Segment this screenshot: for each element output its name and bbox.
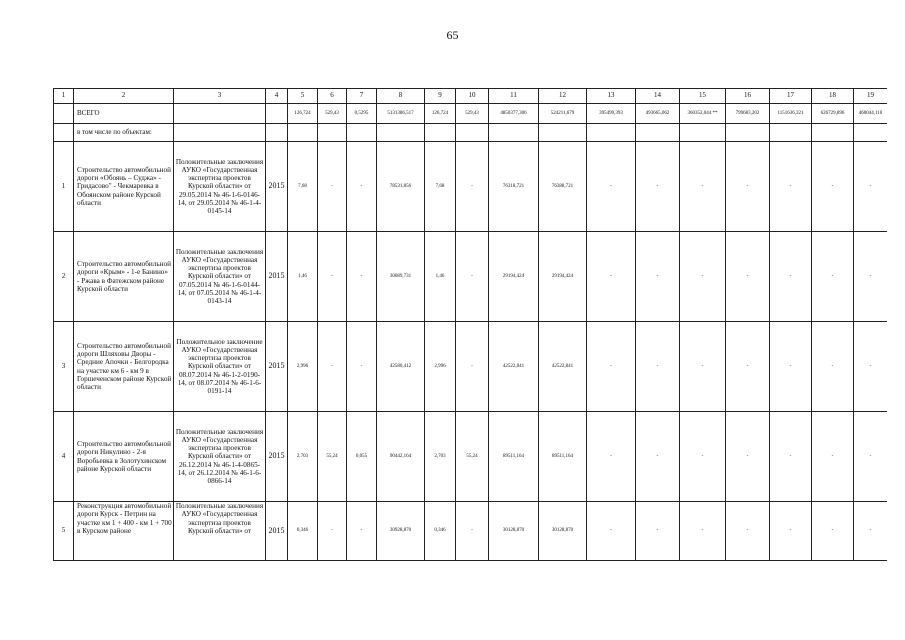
header-cell: 13 [587, 89, 636, 104]
object-name: Строительство автомобильной дороги «Крым» - 1-е Банино» - Ржава в Фатежском районе Курской области [74, 232, 174, 322]
value-cell: - [456, 142, 489, 232]
expertise-document: Положительные заключения АУКО «Государственная экспертиза проектов Курской области» от [174, 502, 266, 561]
table-row [54, 502, 888, 561]
value-cell: - [347, 142, 377, 232]
value-cell: 42522,841 [539, 322, 587, 412]
value-cell: - [726, 142, 770, 232]
object-name: Строительство автомобильной дороги «Обоянь – Суджа» - Гридасово" - Чекмаревка в Обоянском районе Курской области [74, 142, 174, 232]
value-cell: - [854, 502, 888, 561]
total-doc-cell [174, 104, 266, 124]
value-cell: - [680, 322, 726, 412]
header-cell: 8 [377, 89, 425, 104]
total-value: 626729,896 [812, 104, 854, 124]
header-cell: 6 [318, 89, 347, 104]
value-cell: - [456, 502, 489, 561]
page-number: 65 [446, 28, 459, 42]
header-cell: 15 [680, 89, 726, 104]
total-value: 1151636,321 [770, 104, 812, 124]
table-row [54, 322, 888, 412]
value-cell: - [812, 142, 854, 232]
value-cell: 90442,164 [377, 412, 425, 502]
subheading-empty-cell [425, 124, 456, 142]
value-cell: - [812, 412, 854, 502]
row-number: 3 [54, 322, 74, 412]
header-cell: 14 [636, 89, 680, 104]
value-cell: - [456, 232, 489, 322]
data-table [53, 88, 887, 561]
year: 2015 [266, 322, 288, 412]
value-cell: 55,24 [456, 412, 489, 502]
value-cell: - [770, 322, 812, 412]
value-cell: - [456, 322, 489, 412]
value-cell: 78531,856 [377, 142, 425, 232]
header-row [54, 89, 888, 104]
value-cell: - [587, 502, 636, 561]
header-cell: 18 [812, 89, 854, 104]
value-cell: - [318, 142, 347, 232]
total-value: 4850377,306 [489, 104, 539, 124]
subheading-empty-cell [347, 124, 377, 142]
total-value: 0,5295 [347, 104, 377, 124]
value-cell: 0,346 [288, 502, 318, 561]
value-cell: - [726, 232, 770, 322]
value-cell: 42580,412 [377, 322, 425, 412]
total-value: 395499,393 [587, 104, 636, 124]
value-cell: - [680, 142, 726, 232]
data-table-wrapper [53, 88, 887, 572]
expertise-document: Положительные заключения АУКО «Государственная экспертиза проектов Курской области» от 26.12.2014 № 46-1-4-0865-14, от 26.12.2014 № 46-1-6-0866-14 [174, 412, 266, 502]
header-cell: 4 [266, 89, 288, 104]
table-row [54, 232, 888, 322]
total-year-cell [266, 104, 288, 124]
value-cell: - [854, 232, 888, 322]
value-cell: - [680, 412, 726, 502]
value-cell: 76318,721 [489, 142, 539, 232]
value-cell: - [812, 502, 854, 561]
table-row [54, 412, 888, 502]
total-label: ВСЕГО [74, 104, 174, 124]
value-cell: - [770, 232, 812, 322]
year: 2015 [266, 142, 288, 232]
value-cell: - [726, 502, 770, 561]
value-cell: - [587, 412, 636, 502]
header-cell: 2 [74, 89, 174, 104]
value-cell: 2,703 [425, 412, 456, 502]
total-value: 360352,044 ** [680, 104, 726, 124]
value-cell: - [347, 502, 377, 561]
row-number: 1 [54, 142, 74, 232]
value-cell: 42522,841 [489, 322, 539, 412]
header-cell: 3 [174, 89, 266, 104]
header-cell: 12 [539, 89, 587, 104]
subheading-empty-cell [377, 124, 425, 142]
value-cell: 7,68 [288, 142, 318, 232]
subheading-empty-cell [318, 124, 347, 142]
value-cell: 0,055 [347, 412, 377, 502]
expertise-document: Положительные заключения АУКО «Государственная экспертиза проектов Курской области» от 29.05.2014 № 46-1-6-0146-14, от 29.05.2014 № 46-1-4-0145-14 [174, 142, 266, 232]
value-cell: - [587, 322, 636, 412]
expertise-document: Положительные заключения АУКО «Государственная экспертиза проектов Курской области» от 07.05.2014 № 46-1-6-0144-14, от 07.05.2014 № 46-1-4-0143-14 [174, 232, 266, 322]
header-cell: 19 [854, 89, 888, 104]
total-value: 529,43 [318, 104, 347, 124]
value-cell: - [347, 322, 377, 412]
value-cell: 1,46 [288, 232, 318, 322]
subheading-empty-cell [288, 124, 318, 142]
value-cell: - [636, 142, 680, 232]
total-value: 799683,202 [726, 104, 770, 124]
header-cell: 1 [54, 89, 74, 104]
value-cell: 55,24 [318, 412, 347, 502]
year: 2015 [266, 502, 288, 561]
value-cell: - [636, 322, 680, 412]
value-cell: - [318, 232, 347, 322]
header-cell: 9 [425, 89, 456, 104]
subheading-empty-cell [174, 124, 266, 142]
value-cell: 30928,870 [377, 502, 425, 561]
header-cell: 5 [288, 89, 318, 104]
header-cell: 17 [770, 89, 812, 104]
total-value: 126,724 [288, 104, 318, 124]
subheading-empty-cell [770, 124, 812, 142]
value-cell: - [854, 412, 888, 502]
subheading-empty-cell [539, 124, 587, 142]
value-cell: - [770, 142, 812, 232]
total-value: 126,724 [425, 104, 456, 124]
value-cell: - [854, 142, 888, 232]
value-cell: 89511,164 [539, 412, 587, 502]
value-cell: 29194,424 [539, 232, 587, 322]
total-row [54, 104, 888, 124]
subheading-empty-cell [636, 124, 680, 142]
year: 2015 [266, 232, 288, 322]
row-number: 4 [54, 412, 74, 502]
value-cell: 2,996 [425, 322, 456, 412]
value-cell: - [680, 232, 726, 322]
subheading-empty-cell [726, 124, 770, 142]
value-cell: 30089,731 [377, 232, 425, 322]
total-value: 529,43 [456, 104, 489, 124]
subheading-empty-cell [680, 124, 726, 142]
header-cell: 10 [456, 89, 489, 104]
value-cell: - [347, 232, 377, 322]
value-cell: - [812, 232, 854, 322]
header-cell: 16 [726, 89, 770, 104]
value-cell: 7,68 [425, 142, 456, 232]
value-cell: - [770, 502, 812, 561]
object-name: Строительство автомобильной дороги Никулино - 2-я Воробьевка в Золотухинском районе Курской области [74, 412, 174, 502]
value-cell: - [318, 322, 347, 412]
value-cell: 89511,164 [489, 412, 539, 502]
subheading-empty-cell [456, 124, 489, 142]
value-cell: 30128,870 [539, 502, 587, 561]
value-cell: 76388,721 [539, 142, 587, 232]
year: 2015 [266, 412, 288, 502]
header-cell: 11 [489, 89, 539, 104]
value-cell: 30128,870 [489, 502, 539, 561]
value-cell: - [854, 322, 888, 412]
value-cell: - [680, 502, 726, 561]
header-cell: 7 [347, 89, 377, 104]
subheading-empty-cell [489, 124, 539, 142]
subheading-row [54, 124, 888, 142]
subheading-empty-cell [54, 124, 74, 142]
expertise-document: Положительное заключение АУКО «Государственная экспертиза проектов Курской области» от 08.07.2014 № 46-1-2-0190-14, от 08.07.2014 № 46-1-6-0191-14 [174, 322, 266, 412]
value-cell: - [587, 142, 636, 232]
value-cell: 2,996 [288, 322, 318, 412]
value-cell: 29194,424 [489, 232, 539, 322]
subheading-empty-cell [812, 124, 854, 142]
table-row [54, 142, 888, 232]
subheading-label: в том числе по объектам: [74, 124, 174, 142]
value-cell: - [812, 322, 854, 412]
object-name: Строительство автомобильной дороги Шляховы Дворы - Средние Апочки - Белгородка на участке км 6 - км 9 в Горшеченском районе Курской области [74, 322, 174, 412]
subheading-empty-cell [587, 124, 636, 142]
value-cell: 0,346 [425, 502, 456, 561]
total-value: 493665,062 [636, 104, 680, 124]
total-value: 5131386,517 [377, 104, 425, 124]
subheading-empty-cell [854, 124, 888, 142]
row-number: 5 [54, 502, 74, 561]
value-cell: - [770, 412, 812, 502]
total-number-cell [54, 104, 74, 124]
total-value: 460044,110 [854, 104, 888, 124]
total-value: 524211,679 [539, 104, 587, 124]
value-cell: - [318, 502, 347, 561]
value-cell: - [726, 412, 770, 502]
value-cell: - [636, 502, 680, 561]
value-cell: 2,703 [288, 412, 318, 502]
subheading-empty-cell [266, 124, 288, 142]
object-name: Реконструкция автомобильной дороги Курск - Петрин на участке км 1 + 400 - км 1 + 700 в Курском районе [74, 502, 174, 561]
value-cell: - [587, 232, 636, 322]
value-cell: - [636, 412, 680, 502]
row-number: 2 [54, 232, 74, 322]
value-cell: 1,46 [425, 232, 456, 322]
value-cell: - [726, 322, 770, 412]
value-cell: - [636, 232, 680, 322]
